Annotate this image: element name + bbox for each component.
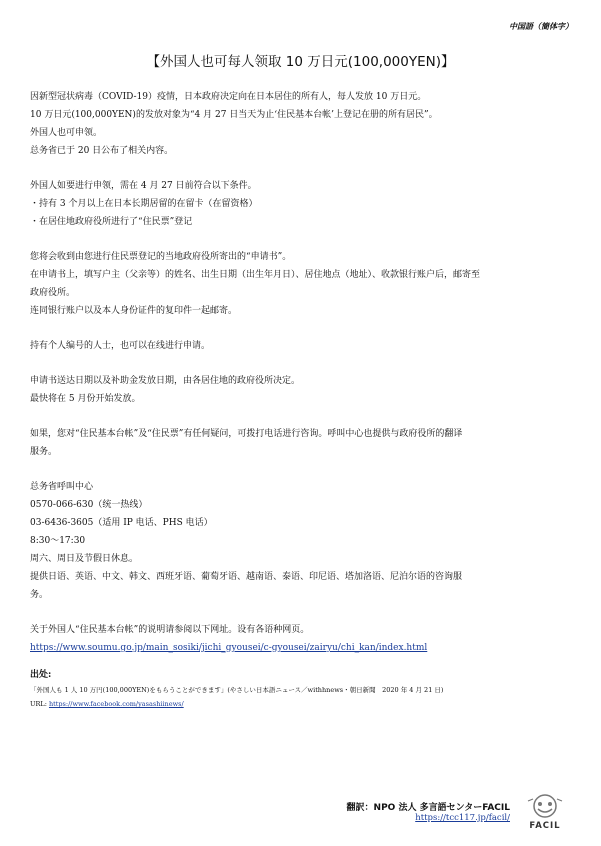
contact-hours: 8:30～17:30: [30, 536, 86, 546]
source-link[interactable]: https://www.facebook.com/yasashiinews/: [48, 700, 184, 708]
reference-link[interactable]: https://www.soumu.go.jp/main_sosiki/jichi_gyousei/c-gyousei/zairyu/chi_kan/index.html: [30, 643, 428, 653]
spacer: [30, 320, 580, 337]
source-url-line: [30, 697, 580, 711]
source-citation: 「外国人も 1 人 10 万円(100,000YEN)をもらうことができます」(やさしい日本語ニュース／withhnews・朝日新聞 2020 年 4 月 21 日): [30, 686, 444, 694]
application-section: [30, 248, 580, 320]
intro-line-3: 外国人也可申领。: [30, 128, 103, 138]
intro-line-1: 因新型冠状病毒（COVID-19）疫情，日本政府决定向在日本居住的所有人，每人发放 10 万日元。: [30, 92, 427, 102]
spacer: [30, 408, 580, 425]
contact-phone-2: 03-6436-3605（适用 IP 电话、PHS 电话）: [30, 518, 213, 528]
schedule-line-2: 最快将在 5 月份开始发放。: [30, 394, 141, 404]
conditions-lead: 外国人如要进行申领，需在 4 月 27 日前符合以下条件。: [30, 181, 257, 191]
intro-line-2: 10 万日元(100,000YEN)的发放对象为“4 月 27 日当天为止‘住民基本台帐’上登记在册的所有居民”。: [30, 110, 438, 120]
page-title: 【外国人也可每人领取 10 万日元(100,000YEN)】: [146, 54, 455, 70]
reference-section: [30, 621, 580, 657]
contact-name: 总务省呼叫中心: [30, 482, 94, 492]
reference-line-1: 关于外国人“住民基本台帐”的说明请参阅以下网址。设有各语种网页。: [30, 625, 310, 635]
contact-closed: 周六、周日及节假日休息。: [30, 554, 139, 564]
inquiry-line-1: 如果，您对“住民基本台帐”及“住民票”有任何疑问，可拨打电话进行咨询。呼叫中心也提供与政府役所的翻译: [30, 429, 463, 439]
source-section: [30, 667, 580, 711]
language-tag: 中国語（簡体字）: [509, 22, 573, 31]
facil-logo-text: FACIL: [529, 821, 561, 831]
application-line-3: 政府役所。: [30, 288, 76, 298]
condition-item-1: ・持有 3 个月以上在日本长期居留的在留卡（在留资格）: [30, 199, 258, 209]
inquiry-line-2: 服务。: [30, 447, 58, 457]
online-line-1: 持有个人编号的人士，也可以在线进行申请。: [30, 341, 211, 351]
spacer: [30, 657, 580, 667]
intro-line-4: 总务省已于 20 日公布了相关内容。: [30, 146, 174, 156]
footer: [300, 800, 510, 823]
source-url-label: URL:: [30, 700, 47, 708]
intro-section: [30, 88, 580, 160]
facil-link[interactable]: https://tcc117.jp/facil/: [415, 813, 510, 823]
condition-item-2: ・在居住地政府役所进行了“住民票”登记: [30, 217, 193, 227]
contact-languages-1: 提供日语、英语、中文、韩文、西班牙语、葡萄牙语、越南语、泰语、印尼语、塔加洛语、尼泊尔语的咨询服: [30, 572, 463, 582]
contact-phone-1: 0570-066-630（统一热线）: [30, 500, 148, 510]
reference-url-line: [30, 639, 580, 657]
spacer: [30, 160, 580, 177]
application-line-2: 在申请书上，填写户主（父亲等）的姓名、出生日期（出生年月日）、居住地点（地址）、收款银行账户后，邮寄至: [30, 270, 481, 280]
application-line-4: 连同银行账户以及本人身份证件的复印件一起邮寄。: [30, 306, 238, 316]
spacer: [30, 604, 580, 621]
contact-section: [30, 478, 580, 604]
online-section: [30, 337, 580, 355]
translation-credit: 翻訳：NPO 法人 多言語センターFACIL: [346, 803, 510, 813]
document-body: [30, 88, 580, 711]
schedule-section: [30, 372, 580, 408]
spacer: [30, 461, 580, 478]
contact-languages-2: 务。: [30, 590, 49, 600]
inquiry-section: [30, 425, 580, 461]
spacer: [30, 231, 580, 248]
conditions-section: [30, 177, 580, 231]
application-line-1: 您将会收到由您进行住民票登记的当地政府役所寄出的“申请书”。: [30, 252, 292, 262]
spacer: [30, 355, 580, 372]
schedule-line-1: 申请书送达日期以及补助金发放日期，由各居住地的政府役所决定。: [30, 376, 301, 386]
source-heading: 出处:: [30, 670, 52, 680]
